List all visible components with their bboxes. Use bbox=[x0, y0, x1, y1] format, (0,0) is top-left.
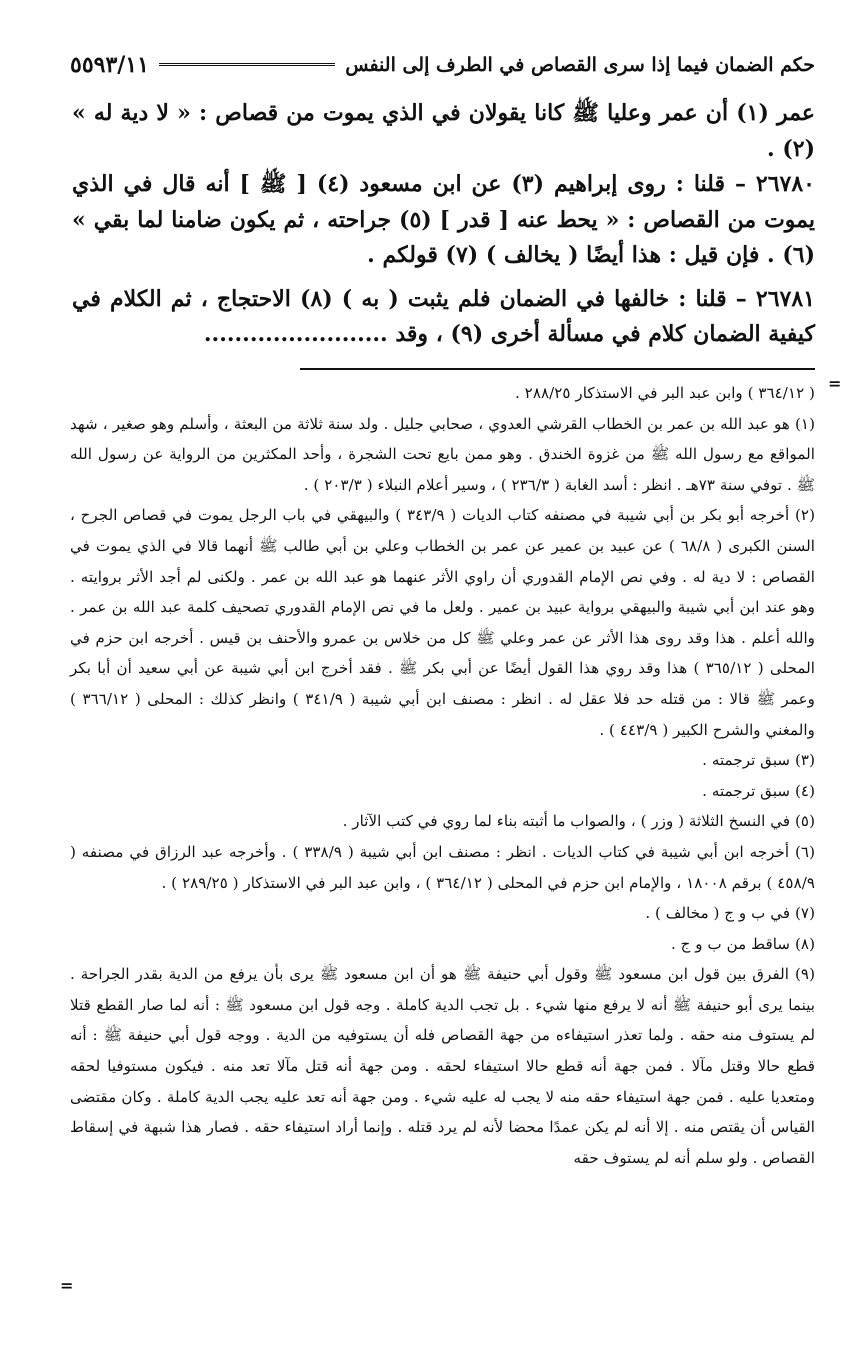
main-paragraph-26781: ٢٦٧٨١ – قلنا : خالفها في الضمان فلم يثبت ( به ) (٨) الاحتجاج ، ثم الكلام في كيفية الضمان كلام في مسألة أخرى (٩) ، وقد ........................ bbox=[72, 285, 815, 347]
page-number: ٥٥٩٣/١١ bbox=[70, 52, 149, 78]
footnote-5: (٥) في النسخ الثلاثة ( وزر ) ، والصواب ما أثبته بناء لما روي في كتب الآثار . bbox=[342, 812, 815, 831]
footnote-1: (١) هو عبد الله بن عمر بن الخطاب القرشي العدوي ، صحابي جليل . ولد سنة ثلاثة من البعثة ، وأسلم وهو صغير ، شهد المواقع مع رسول الله ﷺ من غزوة الخندق . وهو ممن بايع تحت الشجرة ، وأحد المكثرين من الرواية عن رسول الله ﷺ . توفي سنة ٧٣هـ . انظر : أسد الغابة ( ٢٣٦/٣ ) ، وسير أعلام النبلاء ( ٢٠٣/٣ ) . bbox=[70, 414, 815, 494]
footnotes bbox=[70, 378, 815, 1173]
footnote-2: (٢) أخرجه أبو بكر بن أبي شيبة في مصنفه كتاب الديات ( ٣٤٣/٩ ) والبيهقي في باب الرجل يموت في قصاص الجرح ، السنن الكبرى ( ٦٨/٨ ) عن عبيد بن عمير عن عمر بن الخطاب وعلي بن أبي طالب ﷺ أنهما قالا في الذي يموت في القصاص : لا دية له . وفي نص الإمام القدوري أن راوي الأثر عنهما هو عبد الله بن عمر . ولكنى لم أجد الأثر بروايته . وهو عند ابن أبي شيبة والبيهقي برواية عبيد بن عمير . ولعل ما في نص الإمام القدوري تصحيف كلمة عبد الله بن عمر . والله أعلم . هذا وقد روى هذا الأثر عن عمر وعلي ﷺ كل من خلاس بن عمرو والأحنف بن قيس . أخرجه ابن حزم في المحلى ( ٣٦٥/١٢ ) هذا وقد روي هذا القول أيضًا عن أبي بكر ﷺ . فقد أخرج ابن أبي شيبة عن أبي سعيد أن أبا بكر وعمر ﷺ قالا : من قتله حد فلا عقل له . انظر : مصنف ابن أبي شيبة ( ٣٤١/٩ ) وانظر كذلك : المحلى ( ٣٦٦/١٢ ) والمغني والشرح الكبير ( ٤٤٣/٩ ) . bbox=[70, 506, 816, 739]
footnote-4: (٤) سبق ترجمته . bbox=[702, 781, 815, 800]
running-header bbox=[70, 46, 815, 84]
margin-mark-bottom: = bbox=[60, 1276, 74, 1295]
margin-mark-top: = bbox=[828, 374, 842, 393]
footnote-continuation: ( ٣٦٤/١٢ ) وابن عبد البر في الاستذكار ٢٨٨/٢٥ . bbox=[515, 384, 815, 402]
main-text bbox=[72, 96, 815, 353]
header-title: حكم الضمان فيما إذا سرى القصاص في الطرف إلى النفس bbox=[345, 54, 815, 76]
footnote-3: (٣) سبق ترجمته . bbox=[702, 751, 815, 770]
main-line-1: عمر (١) أن عمر وعليا ﷺ كانا يقولان في الذي يموت من قصاص : « لا دية له » (٢) . bbox=[72, 100, 815, 162]
footnote-divider bbox=[300, 368, 815, 370]
main-paragraph-26780: ٢٦٧٨٠ – قلنا : روى إبراهيم (٣) عن ابن مسعود (٤) [ ﷺ ] أنه قال في الذي يموت من القصاص : « يحط عنه [ قدر ] (٥) جراحته ، ثم يكون ضامنا لما بقي » (٦) . فإن قيل : هذا أيضًا ( يخالف ) (٧) قولكم . bbox=[72, 171, 816, 268]
footnote-6: (٦) أخرجه ابن أبي شيبة في كتاب الديات . انظر : مصنف ابن أبي شيبة ( ٣٣٨/٩ ) . وأخرجه عبد الرزاق في مصنفه ( ٤٥٨/٩ ) برقم ١٨٠٠٨ ، والإمام ابن حزم في المحلى ( ٣٦٤/١٢ ) ، وابن عبد البر في الاستذكار ( ٢٨٩/٢٥ ) . bbox=[70, 842, 815, 892]
header-rule bbox=[159, 63, 335, 68]
footnote-8: (٨) ساقط من ب و ج . bbox=[671, 934, 815, 953]
footnote-7: (٧) في ب و ج ( مخالف ) . bbox=[645, 904, 815, 923]
footnote-9: (٩) الفرق بين قول ابن مسعود ﷺ وقول أبي حنيفة ﷺ هو أن ابن مسعود ﷺ يرى بأن يرفع من الدية بقدر الجراحة . بينما يرى أبو حنيفة ﷺ أنه لا يرفع منها شيء . بل تجب الدية كاملة . وجه قول ابن مسعود ﷺ : أنه لما صار القطع قتلا لم يستوف منه حقه . ولما تعذر استيفاءه من جهة القصاص فله أن يستوفيه من الدية . ووجه قول أبي حنيفة ﷺ : أنه قطع حالا وقتل مآلا . فمن جهة أنه قطع حالا استيفاء لحقه . ومن جهة أنه قتل مآلا تعد منه . فيكون مستوفيا لحقه ومتعديا عليه . فمن جهة استيفاء حقه منه لا يجب له عليه شيء . ومن جهة أنه تعد عليه يجب الدية كاملة . وكان مقتضى القياس أن يقتص منه . إلا أنه لم يكن عمدًا محضا لأنه لم يرد قتله . وإنما أراد استيفاء حقه . فصار هذا شبهة في إسقاط القصاص . ولو سلم أنه لم يستوف حقه bbox=[70, 965, 815, 1167]
